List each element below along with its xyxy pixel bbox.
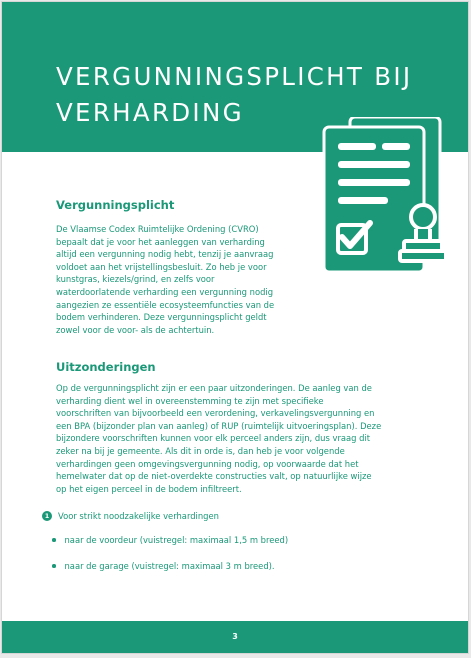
section-heading-vergunningsplicht: Vergunningsplicht [56,198,175,212]
paragraph-line: zowel voor de voor- als de achtertuin. [56,324,215,335]
paragraph-line: een BPA (bijzonder plan van aanleg) of RUP (ruimtelijk uitvoeringsplan). Deze [56,420,382,431]
section1-paragraph [56,223,326,336]
page-number: 3 [232,632,238,641]
bullet-item-voordeur [52,535,288,545]
page-title-line-1: VERGUNNINGSPLICHT BIJ [56,62,413,91]
paragraph-line: aangezien ze essentiële ecosysteemfuncties van de [56,299,275,310]
numbered-list-item [42,510,219,522]
bullet-dot-icon [52,538,56,542]
paragraph-line: bepaalt dat je voor het aanleggen van verharding [56,236,265,247]
paragraph-line: waterdoorlatende verharding een vergunning nodig [56,286,274,297]
paragraph-line: bijzondere voorschriften kunnen voor elk perceel anders zijn, dus vraag dit [56,433,371,444]
paragraph-line: zeker na bij je gemeente. Als dit in orde is, dan heb je voor volgende [56,445,345,456]
paragraph-line: voldoet aan het vrijstellingsbesluit. Zo heb je voor [56,261,267,272]
document-with-checkmark-and-stamp-icon [320,117,450,277]
number-badge: 1 [42,511,52,521]
bullet-text: naar de garage (vuistregel: maximaal 3 m breed). [64,561,275,571]
paragraph-line: verharding dient wel in overeenstemming te zijn met specifieke [56,395,324,406]
paragraph-line: De Vlaamse Codex Ruimtelijke Ordening (CVRO) [56,224,259,234]
section-heading-uitzonderingen: Uitzonderingen [56,360,156,374]
page-footer-band [2,621,468,653]
bullet-dot-icon [52,564,56,568]
document-page [2,2,468,653]
paragraph-line: bodem verhinderen. Deze vergunningsplicht geldt [56,312,267,323]
numbered-item-text: Voor strikt noodzakelijke verhardingen [58,511,219,521]
section2-paragraph [56,382,418,495]
paragraph-line: verhardingen geen omgevingsvergunning nodig, op voorwaarde dat het [56,458,359,469]
paragraph-line: hemelwater dat op de niet-overdekte constructies valt, op natuurlijke wijze [56,471,372,482]
bullet-text: naar de voordeur (vuistregel: maximaal 1,5 m breed) [64,535,289,545]
paragraph-line: voorschriften van bijvoorbeeld een verordening, verkavelingsvergunning en [56,408,375,419]
bullet-item-garage [52,561,275,571]
paragraph-line: op het eigen perceel in de bodem infiltreert. [56,483,242,494]
paragraph-line: kunstgras, kiezels/grind, en zelfs voor [56,274,215,285]
paragraph-line: Op de vergunningsplicht zijn er een paar uitzonderingen. De aanleg van de [56,383,372,393]
paragraph-line: altijd een vergunning nodig hebt, tenzij je aanvraag [56,249,274,260]
page-title-line-2: VERHARDING [56,98,244,127]
